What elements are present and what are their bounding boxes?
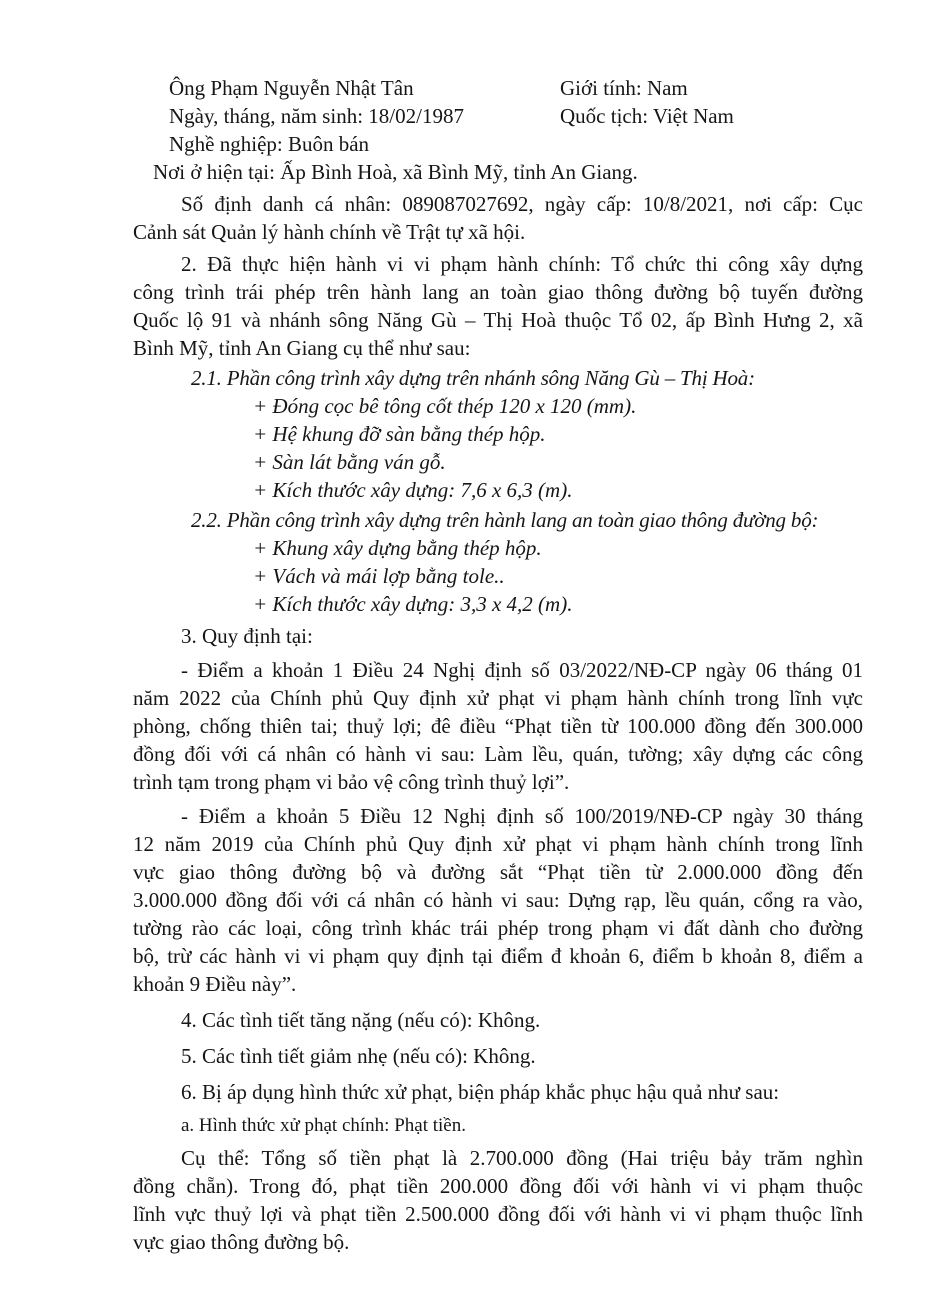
violation-line: công trình trái phép trên hành lang an toàn giao thông đường bộ tuyến đường xyxy=(133,280,863,304)
aggravating-line: 4. Các tình tiết tăng nặng (nếu có): Không. xyxy=(181,1008,541,1032)
construction-item: + Kích thước xây dựng: 3,3 x 4,2 (m). xyxy=(253,592,573,616)
gender-value: Giới tính: Nam xyxy=(560,76,688,100)
document-body xyxy=(133,74,863,1256)
mitigating-line: 5. Các tình tiết giảm nhẹ (nếu có): Không. xyxy=(181,1044,536,1068)
person-name: Ông Phạm Nguyễn Nhật Tân xyxy=(169,76,414,100)
id-issuer-line: Cảnh sát Quản lý hành chính về Trật tự xã hội. xyxy=(133,220,526,244)
penalty-forms-heading: 6. Bị áp dụng hình thức xử phạt, biện pháp khắc phục hậu quả như sau: xyxy=(181,1080,780,1104)
decree-line: 12 năm 2019 của Chính phủ Quy định xử phạt vi phạm hành chính trong lĩnh xyxy=(133,832,863,856)
decree-line: bộ, trừ các hành vi vi phạm quy định tại điểm đ khoản 6, điểm b khoản 8, điểm a xyxy=(133,944,863,968)
construction-item: + Vách và mái lợp bằng tole.. xyxy=(253,564,505,588)
decree-line: năm 2022 của Chính phủ Quy định xử phạt vi phạm hành chính trong lĩnh vực xyxy=(133,686,863,710)
construction-item: + Đóng cọc bê tông cốt thép 120 x 120 (mm). xyxy=(253,394,637,418)
penalty-detail-line: đồng chẵn). Trong đó, phạt tiền 200.000 đồng đối với hành vi vi phạm thuộc xyxy=(133,1174,863,1198)
decree-line: - Điểm a khoản 1 Điều 24 Nghị định số 03/2022/NĐ-CP ngày 06 tháng 01 xyxy=(181,658,863,682)
decree-line: tường rào các loại, công trình khác trái phép trong phạm vi đất dành cho đường xyxy=(133,916,863,940)
residence-line: Nơi ở hiện tại: Ấp Bình Hoà, xã Bình Mỹ, tỉnh An Giang. xyxy=(153,160,638,184)
person-row-dob-nationality xyxy=(133,102,863,130)
decree-line: khoản 9 Điều này”. xyxy=(133,972,297,996)
violation-line: Quốc lộ 91 và nhánh sông Năng Gù – Thị Hoà thuộc Tổ 02, ấp Bình Hưng 2, xã xyxy=(133,308,863,332)
section-2-1-heading: 2.1. Phần công trình xây dựng trên nhánh sông Năng Gù – Thị Hoà: xyxy=(191,366,755,390)
penalty-detail-line: Cụ thể: Tổng số tiền phạt là 2.700.000 đồng (Hai triệu bảy trăm nghìn xyxy=(181,1146,863,1170)
penalty-detail-paragraph xyxy=(133,1144,863,1256)
penalty-detail-line: lĩnh vực thuỷ lợi và phạt tiền 2.500.000 đồng đối với hành vi vi phạm thuộc lĩnh xyxy=(133,1202,863,1226)
main-penalty-line: a. Hình thức xử phạt chính: Phạt tiền. xyxy=(181,1115,466,1136)
id-number-line: Số định danh cá nhân: 089087027692, ngày cấp: 10/8/2021, nơi cấp: Cục xyxy=(181,192,863,216)
person-row-name-gender xyxy=(133,74,863,102)
decree-line: trình tạm trong phạm vi bảo vệ công trình thuỷ lợi”. xyxy=(133,770,570,794)
section-2-2-heading: 2.2. Phần công trình xây dựng trên hành lang an toàn giao thông đường bộ: xyxy=(191,508,819,532)
regulation-heading: 3. Quy định tại: xyxy=(181,624,313,648)
decree-line: phòng, chống thiên tai; thuỷ lợi; đê điều “Phạt tiền từ 100.000 đồng đến 300.000 xyxy=(133,714,863,738)
violation-paragraph xyxy=(133,250,863,362)
decree-03-2022-paragraph xyxy=(133,656,863,796)
decree-line: - Điểm a khoản 5 Điều 12 Nghị định số 100/2019/NĐ-CP ngày 30 tháng xyxy=(181,804,863,828)
decree-line: 3.000.000 đồng đối với cá nhân có hành vi sau: Dựng rạp, lều quán, cổng ra vào, xyxy=(133,888,863,912)
decree-line: đồng đối với cá nhân có hành vi sau: Làm lều, quán, tường; xây dựng các công xyxy=(133,742,863,766)
nationality-value: Quốc tịch: Việt Nam xyxy=(560,104,734,128)
date-of-birth: Ngày, tháng, năm sinh: 18/02/1987 xyxy=(169,104,464,128)
penalty-detail-line: vực giao thông đường bộ. xyxy=(133,1230,350,1254)
violation-line: 2. Đã thực hiện hành vi vi phạm hành chính: Tổ chức thi công xây dựng xyxy=(181,252,863,276)
construction-item: + Sàn lát bằng ván gỗ. xyxy=(253,450,446,474)
construction-item: + Hệ khung đỡ sàn bằng thép hộp. xyxy=(253,422,546,446)
construction-item: + Khung xây dựng bằng thép hộp. xyxy=(253,536,542,560)
violation-line: Bình Mỹ, tỉnh An Giang cụ thể như sau: xyxy=(133,336,471,360)
decree-100-2019-paragraph xyxy=(133,802,863,998)
occupation-line: Nghề nghiệp: Buôn bán xyxy=(169,132,370,156)
construction-item: + Kích thước xây dựng: 7,6 x 6,3 (m). xyxy=(253,478,573,502)
id-number-paragraph xyxy=(133,190,863,246)
decree-line: vực giao thông đường bộ và đường sắt “Phạt tiền từ 2.000.000 đồng đến xyxy=(133,860,863,884)
